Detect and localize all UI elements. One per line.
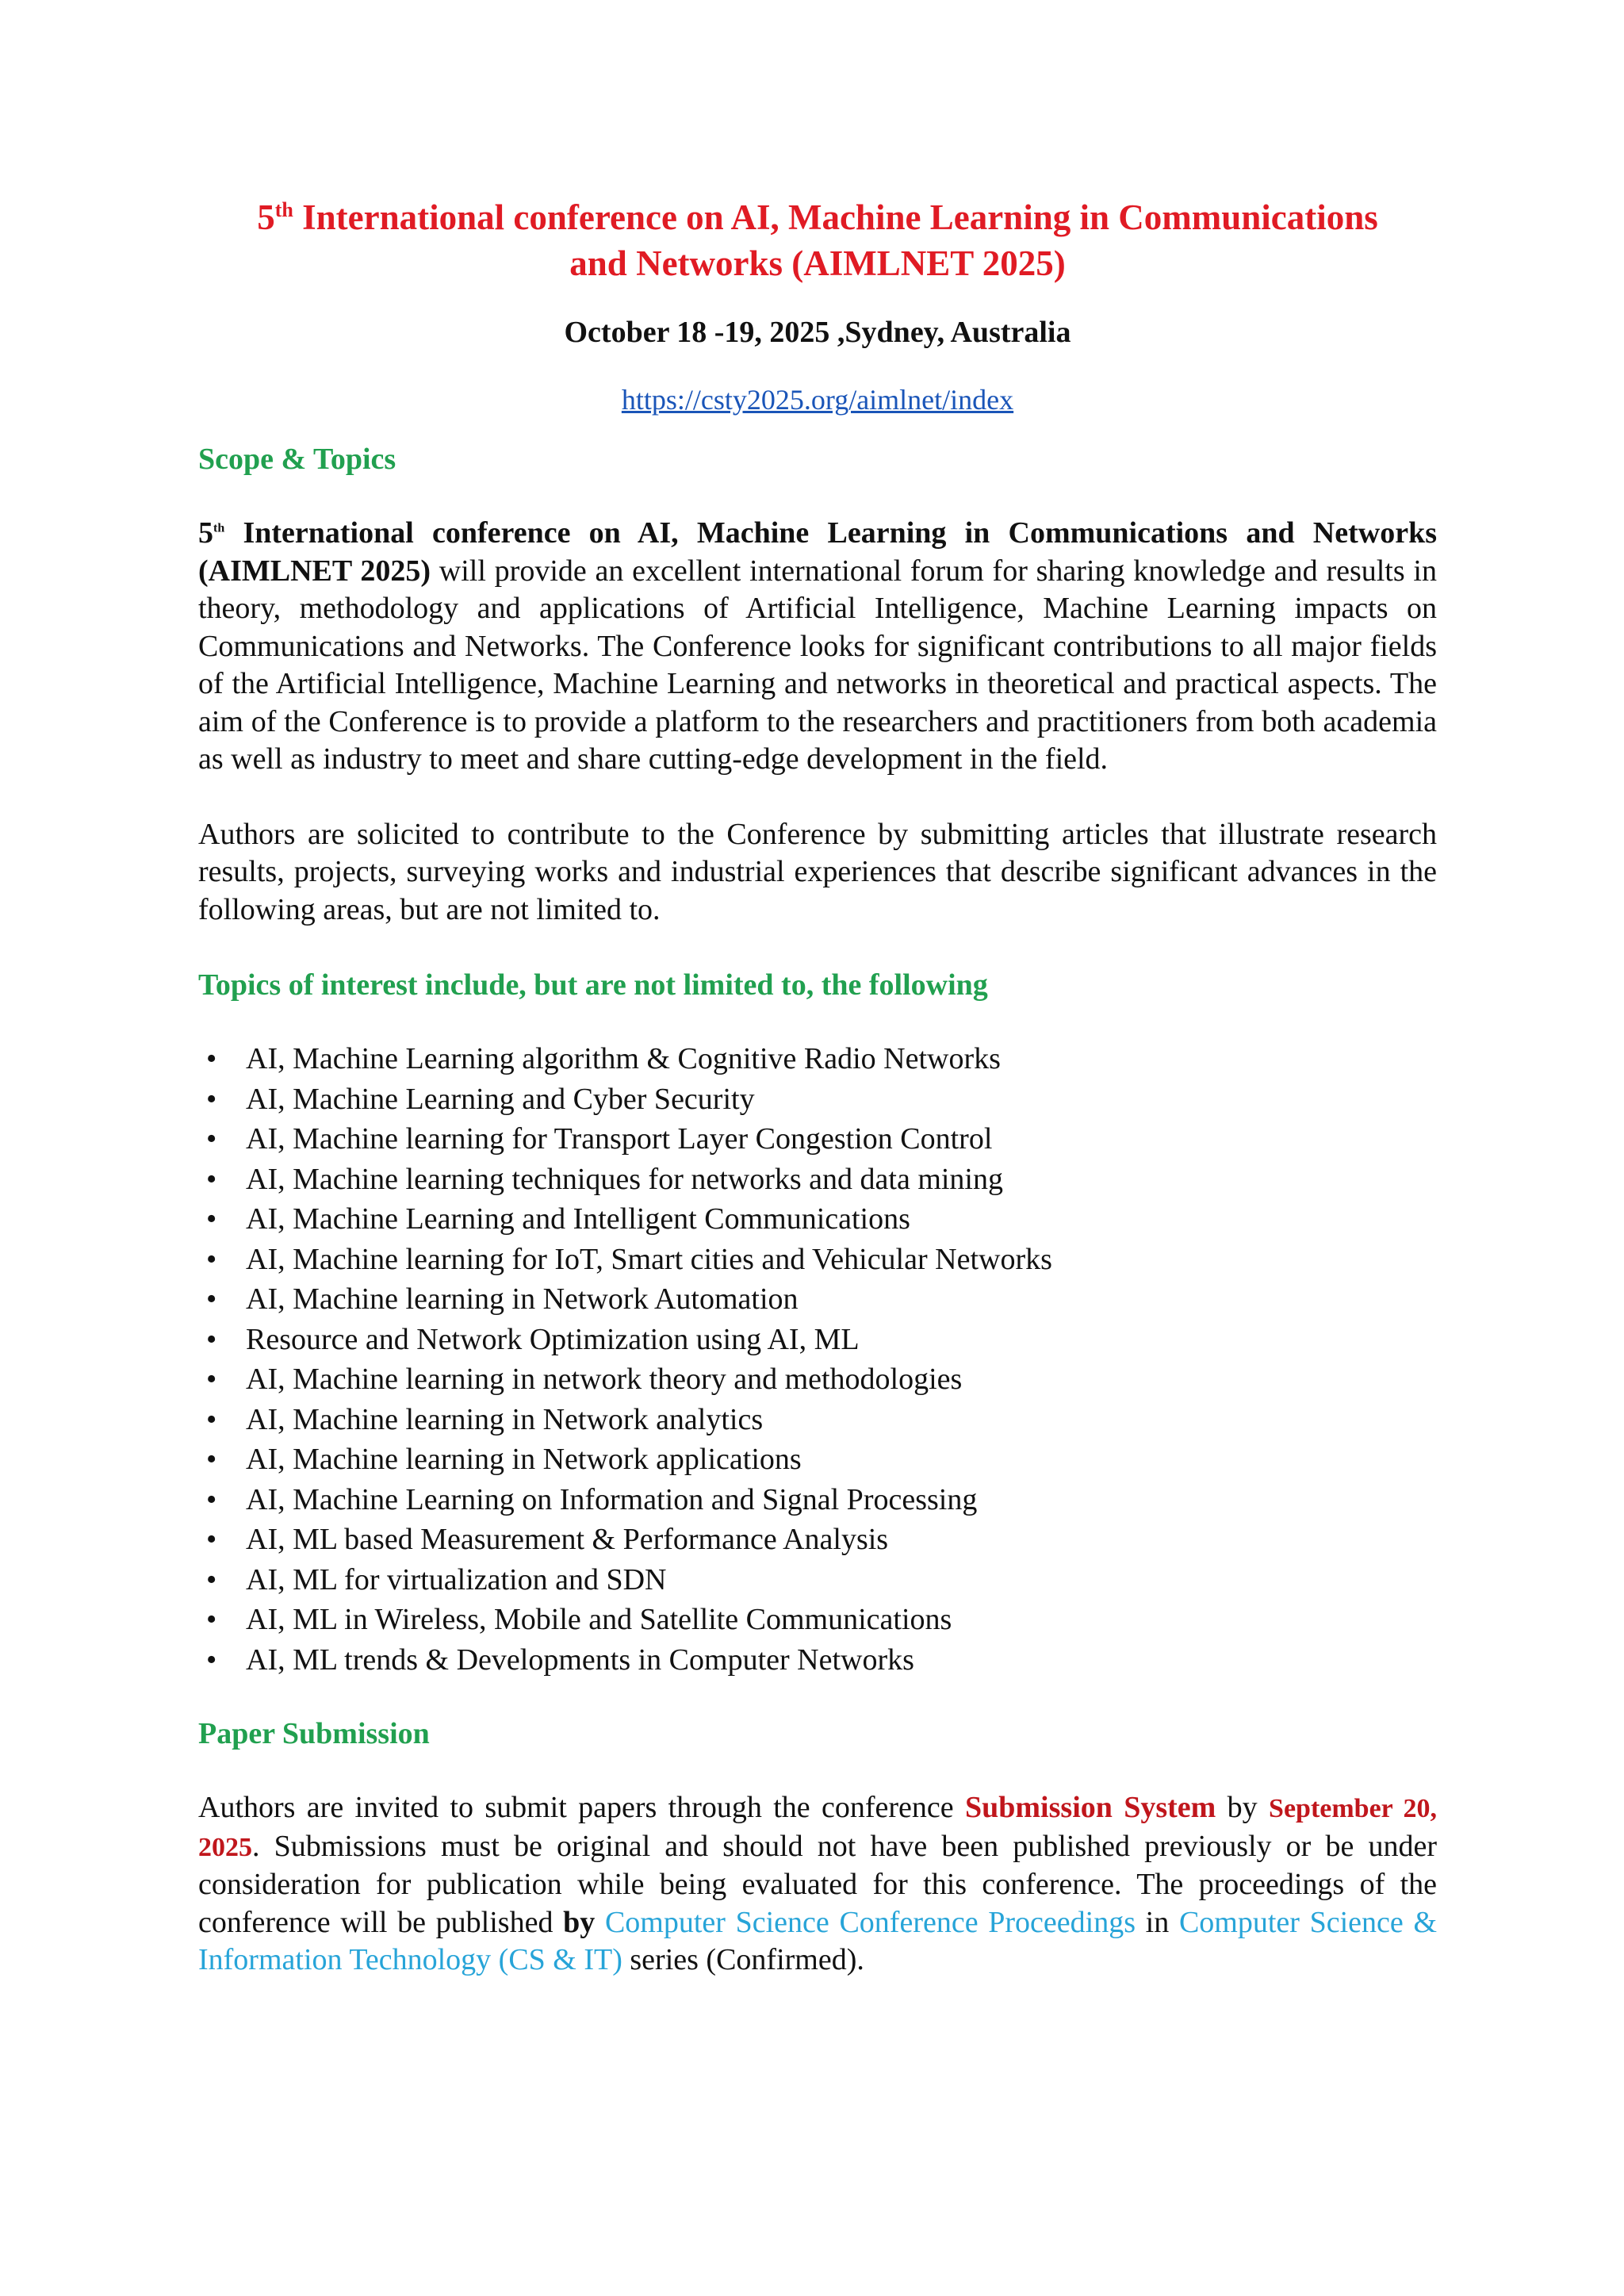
bullet-icon: • xyxy=(206,1402,217,1436)
topic-item xyxy=(198,1520,1437,1560)
page-title xyxy=(198,194,1437,286)
topic-label: AI, Machine learning techniques for networks and data mining xyxy=(246,1162,1003,1196)
topic-label: AI, ML in Wireless, Mobile and Satellite Communications xyxy=(246,1603,952,1636)
topic-item xyxy=(198,1199,1437,1240)
conference-dates: October 18 -19, 2025 ,Sydney, Australia xyxy=(564,316,1071,349)
topic-label: AI, Machine Learning algorithm & Cognitive Radio Networks xyxy=(246,1042,1001,1075)
bullet-icon: • xyxy=(206,1322,217,1356)
bullet-icon: • xyxy=(206,1082,217,1116)
intro-superscript: th xyxy=(213,521,225,535)
bullet-icon: • xyxy=(206,1282,217,1316)
submission-text-2: by xyxy=(1216,1791,1270,1824)
topic-item xyxy=(198,1439,1437,1480)
topic-item xyxy=(198,1279,1437,1320)
topic-item xyxy=(198,1240,1437,1280)
submission-deadline: September 20, 2025 xyxy=(198,1794,1438,1862)
bullet-icon: • xyxy=(206,1162,217,1196)
title-superscript: th xyxy=(274,198,293,221)
topic-item xyxy=(198,1600,1437,1640)
topic-label: AI, Machine learning in Network applications xyxy=(246,1443,802,1476)
title-line2: and Networks (AIMLNET 2025) xyxy=(569,243,1066,283)
series-link[interactable]: Computer Science & Information Technology (CS & IT) xyxy=(198,1905,1437,1976)
intro-number: 5 xyxy=(198,516,213,550)
topic-label: AI, ML for virtualization and SDN xyxy=(246,1562,667,1596)
topic-item xyxy=(198,1039,1437,1079)
topic-item xyxy=(198,1079,1437,1120)
intro-conference-name: International conference on AI, Machine Learning in Communications and Networks (AIMLNET 2025) xyxy=(198,516,1437,588)
intro-body: will provide an excellent international forum for sharing knowledge and results in theory, methodology and applications of Artificial Intelligence, Machine Learning impacts on Communications and Networks. The Conference looks for significant contributions to all major fields of the Artificial Intelligence, Machine Learning and networks in theoretical and practical aspects. The aim of the Conference is to provide a platform to the researchers and practitioners from both academia as well as industry to meet and share cutting-edge development in the field. xyxy=(198,554,1437,776)
topics-heading: Topics of interest include, but are not limited to, the following xyxy=(198,968,988,1002)
topic-label: AI, Machine learning in Network analytics xyxy=(246,1402,764,1436)
topic-label: AI, Machine learning in network theory and methodologies xyxy=(246,1363,963,1396)
bullet-icon: • xyxy=(206,1603,217,1636)
submission-paragraph xyxy=(198,1789,1437,1980)
topics-list xyxy=(198,1039,1437,1680)
bullet-icon: • xyxy=(206,1202,217,1236)
topic-item xyxy=(198,1640,1437,1681)
topic-item xyxy=(198,1400,1437,1440)
topic-label: AI, Machine Learning on Information and Signal Processing xyxy=(246,1482,978,1516)
bullet-icon: • xyxy=(206,1122,217,1156)
submission-text-4: in xyxy=(1136,1905,1179,1939)
topic-item xyxy=(198,1119,1437,1159)
bullet-icon: • xyxy=(206,1042,217,1075)
topic-item xyxy=(198,1159,1437,1200)
submission-space xyxy=(595,1906,605,1939)
topic-label: Resource and Network Optimization using AI, ML xyxy=(246,1322,860,1356)
submission-by: by xyxy=(563,1905,596,1939)
topic-label: AI, ML based Measurement & Performance Analysis xyxy=(246,1523,889,1556)
submission-text-3: . Submissions must be original and should not have been published previously or be under consideration for publication while being evaluated for this conference. The proceedings of the conference will be published xyxy=(198,1829,1437,1939)
submission-system-link[interactable]: Submission System xyxy=(965,1791,1216,1824)
topic-item xyxy=(198,1560,1437,1600)
topic-label: AI, Machine Learning and Cyber Security xyxy=(246,1082,755,1116)
topic-label: AI, Machine learning in Network Automation xyxy=(246,1282,799,1316)
bullet-icon: • xyxy=(206,1242,217,1276)
bullet-icon: • xyxy=(206,1363,217,1396)
submission-heading: Paper Submission xyxy=(198,1717,430,1750)
scope-intro-paragraph xyxy=(198,515,1437,779)
document-page xyxy=(198,194,1437,1980)
topic-item xyxy=(198,1480,1437,1520)
solicit-paragraph: Authors are solicited to contribute to the Conference by submitting articles that illustrate research results, projects, surveying works and industrial experiences that describe significant advances in the following areas, but are not limited to. xyxy=(198,817,1437,926)
title-line1: International conference on AI, Machine Learning in Communications xyxy=(293,197,1378,237)
topic-label: AI, Machine Learning and Intelligent Communications xyxy=(246,1202,910,1236)
bullet-icon: • xyxy=(206,1523,217,1556)
topic-label: AI, ML trends & Developments in Computer Networks xyxy=(246,1642,914,1677)
topic-label: AI, Machine learning for Transport Layer Congestion Control xyxy=(246,1122,993,1156)
bullet-icon: • xyxy=(206,1443,217,1476)
title-number: 5 xyxy=(257,197,275,237)
bullet-icon: • xyxy=(206,1482,217,1516)
scope-heading: Scope & Topics xyxy=(198,443,396,476)
topic-label: AI, Machine learning for IoT, Smart cities and Vehicular Networks xyxy=(246,1242,1052,1276)
bullet-icon: • xyxy=(206,1562,217,1596)
topic-item xyxy=(198,1320,1437,1360)
topic-item xyxy=(198,1359,1437,1400)
bullet-icon: • xyxy=(206,1642,217,1677)
conference-url-link[interactable]: https://csty2025.org/aimlnet/index xyxy=(621,384,1014,416)
submission-text-1: Authors are invited to submit papers through the conference xyxy=(198,1791,965,1824)
submission-text-5: series (Confirmed). xyxy=(622,1943,864,1976)
proceedings-link[interactable]: Computer Science Conference Proceedings xyxy=(604,1905,1136,1939)
conference-url xyxy=(198,381,1437,418)
